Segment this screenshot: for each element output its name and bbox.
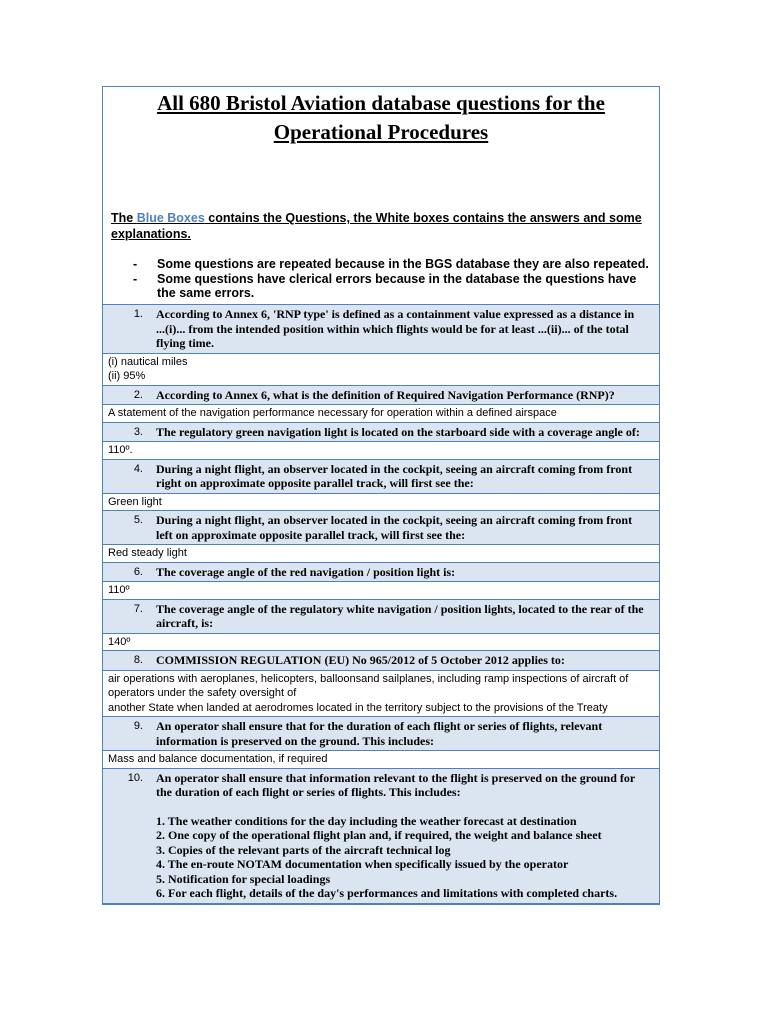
note-text: Some questions have clerical errors because in the database the questions have the same errors. xyxy=(157,272,637,300)
question-text: During a night flight, an observer located in the cockpit, seeing an aircraft coming from front right on approximate opposite parallel track, will first see the: xyxy=(156,461,633,490)
document-title: All 680 Bristol Aviation database questions for the Operational Procedures xyxy=(157,91,605,144)
answer-text: Green light xyxy=(108,495,162,508)
note-text: Some questions are repeated because in the BGS database they are also repeated. xyxy=(157,257,649,271)
question-box xyxy=(103,304,659,354)
dash-marker: - xyxy=(133,257,138,271)
answer-text: 110º. xyxy=(108,444,133,456)
question-number: 4. xyxy=(133,462,143,475)
document-header xyxy=(103,89,659,305)
question-box xyxy=(103,422,659,443)
intro-suffix: contains the Questions, the White boxes contains the answers and some explanations. xyxy=(111,211,642,241)
question-number: 1. xyxy=(133,308,143,320)
answer-text: A statement of the navigation performance necessary for operation within a defined airspace xyxy=(108,407,557,419)
answer-box xyxy=(103,751,659,769)
answer-text: 140º xyxy=(108,635,131,648)
intro-prefix: The xyxy=(111,211,137,225)
answer-text: air operations with aeroplanes, helicopters, balloonsand sailplanes, including ramp inspections of aircraft of operators under the safety oversight of xyxy=(108,672,629,699)
question-number: 2. xyxy=(133,388,143,401)
question-text: According to Annex 6, 'RNP type' is defined as a containment value expressed as a distance in ...(i)... from the intended position within which flights would be for at least ...(ii)... of the total flying time. xyxy=(156,307,635,350)
answer-box xyxy=(103,634,659,652)
question-text: The coverage angle of the regulatory white navigation / position lights, located to the rear of the aircraft, is: xyxy=(156,601,644,630)
question-spacer xyxy=(156,800,645,814)
notes-list xyxy=(111,257,651,300)
answer-box xyxy=(103,442,659,460)
question-box xyxy=(103,768,659,904)
question-number: 9. xyxy=(133,720,143,732)
question-number: 8. xyxy=(133,654,143,666)
answer-text: Mass and balance documentation, if required xyxy=(108,753,328,765)
question-text: The regulatory green navigation light is located on the starboard side with a coverage angle of: xyxy=(156,424,640,439)
question-text: 2. One copy of the operational flight plan and, if required, the weight and balance sheet xyxy=(156,828,602,842)
dash-marker: - xyxy=(133,272,138,286)
answer-text: 110º xyxy=(108,584,130,596)
question-number: 3. xyxy=(133,425,143,438)
question-text: 6. For each flight, details of the day's performances and limitations with completed charts. xyxy=(156,886,618,900)
intro-text xyxy=(111,210,651,242)
question-answer-list xyxy=(103,304,659,904)
question-box xyxy=(103,650,659,671)
question-number: 5. xyxy=(133,514,143,526)
question-number: 7. xyxy=(133,602,143,615)
document-sheet xyxy=(102,86,660,905)
question-text: An operator shall ensure that for the duration of each flight or series of flights, relevant information is preserved on the ground. This includes: xyxy=(156,719,603,748)
question-box xyxy=(103,716,659,751)
note-item xyxy=(111,272,651,300)
question-text: The coverage angle of the red navigation / position light is: xyxy=(156,564,456,579)
answer-box xyxy=(103,545,659,563)
answer-box xyxy=(103,494,659,512)
answer-text: another State when landed at aerodromes located in the territory subject to the provisions of the Treaty xyxy=(108,701,608,714)
answer-box xyxy=(103,671,659,718)
question-box xyxy=(103,385,659,406)
answer-box xyxy=(103,582,659,600)
question-text: 1. The weather conditions for the day including the weather forecast at destination xyxy=(156,813,577,828)
intro-blue-boxes: Blue Boxes xyxy=(136,211,205,225)
question-box xyxy=(103,562,659,583)
question-text: COMMISSION REGULATION (EU) No 965/2012 of 5 October 2012 applies to: xyxy=(156,653,565,667)
question-text: An operator shall ensure that information relevant to the flight is preserved on the ground for the duration of each flight or series of flights. This includes: xyxy=(156,770,635,799)
question-text: 5. Notification for special loadings xyxy=(156,871,331,886)
answer-text: Red steady light xyxy=(108,547,187,559)
question-number: 10. xyxy=(127,771,143,784)
question-text: According to Annex 6, what is the definition of Required Navigation Performance (RNP)? xyxy=(156,387,615,402)
question-text: 3. Copies of the relevant parts of the aircraft technical log xyxy=(156,842,451,857)
answer-text: (ii) 95% xyxy=(108,370,146,382)
note-item xyxy=(111,257,651,271)
question-box xyxy=(103,599,659,634)
answer-text: (i) nautical miles xyxy=(108,355,188,368)
question-text: 4. The en-route NOTAM documentation when specifically issued by the operator xyxy=(156,857,569,871)
question-box xyxy=(103,459,659,494)
question-text: During a night flight, an observer located in the cockpit, seeing an aircraft coming from front left on approximate opposite parallel track, will first see the: xyxy=(156,513,633,542)
answer-box xyxy=(103,354,659,386)
question-number: 6. xyxy=(133,565,143,578)
question-box xyxy=(103,510,659,545)
answer-box xyxy=(103,405,659,423)
